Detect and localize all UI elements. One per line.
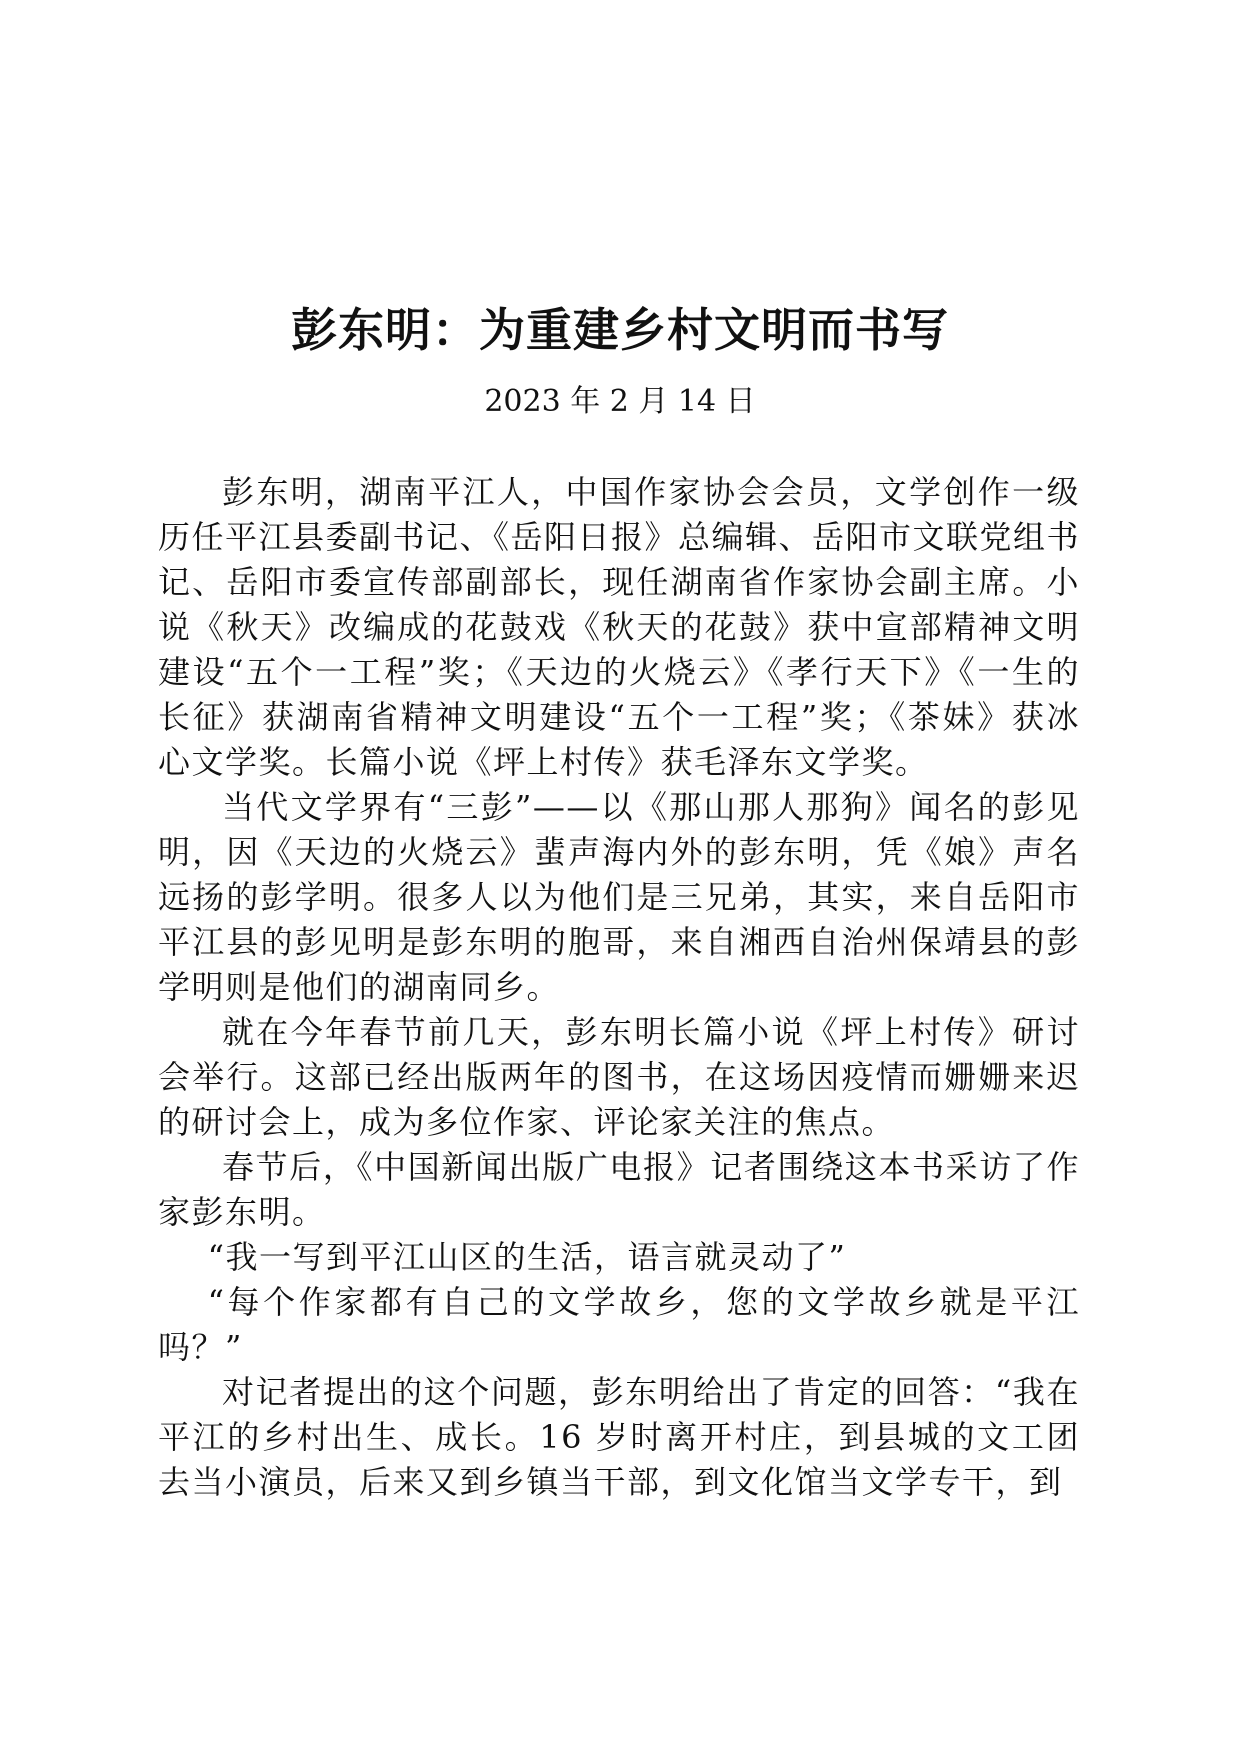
paragraph-question: “每个作家都有自己的文学故乡，您的文学故乡就是平江吗？” — [158, 1283, 1080, 1366]
article-body — [158, 470, 1080, 1505]
section-heading: “我一写到平江山区的生活，语言就灵动了” — [207, 1238, 847, 1276]
paragraph-bio: 彭东明，湖南平江人，中国作家协会会员，文学创作一级历任平江县委副书记、《岳阳日报》总编辑、岳阳市文联党组书记、岳阳市委宣传部副部长，现任湖南省作家协会副主席。小说《秋天》改编成的花鼓戏《秋天的花鼓》获中宣部精神文明建设“五个一工程”奖；《天边的火烧云》《孝行天下》《一生的长征》获湖南省精神文明建设“五个一工程”奖；《茶妹》获冰心文学奖。长篇小说《坪上村传》获毛泽东文学奖。 — [158, 473, 1081, 781]
page-title: 彭东明：为重建乡村文明而书写 — [291, 303, 949, 357]
publish-date: 2023 年 2 月 14 日 — [484, 384, 756, 419]
paragraph-three-peng: 当代文学界有“三彭”——以《那山那人那狗》闻名的彭见明，因《天边的火烧云》蜚声海内外的彭东明，凭《娘》声名远扬的彭学明。很多人以为他们是三兄弟，其实，来自岳阳市平江县的彭见明是彭东明的胞哥，来自湘西自治州保靖县的彭学明则是他们的湖南同乡。 — [158, 788, 1080, 1006]
paragraph-answer: 对记者提出的这个问题，彭东明给出了肯定的回答：“我在平江的乡村出生、成长。16 岁时离开村庄，到县城的文工团去当小演员，后来又到乡镇当干部，到文化馆当文学专干，到 — [158, 1373, 1080, 1501]
paragraph-seminar: 就在今年春节前几天，彭东明长篇小说《坪上村传》研讨会举行。这部已经出版两年的图书，在这场因疫情而姗姗来迟的研讨会上，成为多位作家、评论家关注的焦点。 — [158, 1013, 1080, 1141]
paragraph-interview: 春节后，《中国新闻出版广电报》记者围绕这本书采访了作家彭东明。 — [158, 1148, 1080, 1231]
